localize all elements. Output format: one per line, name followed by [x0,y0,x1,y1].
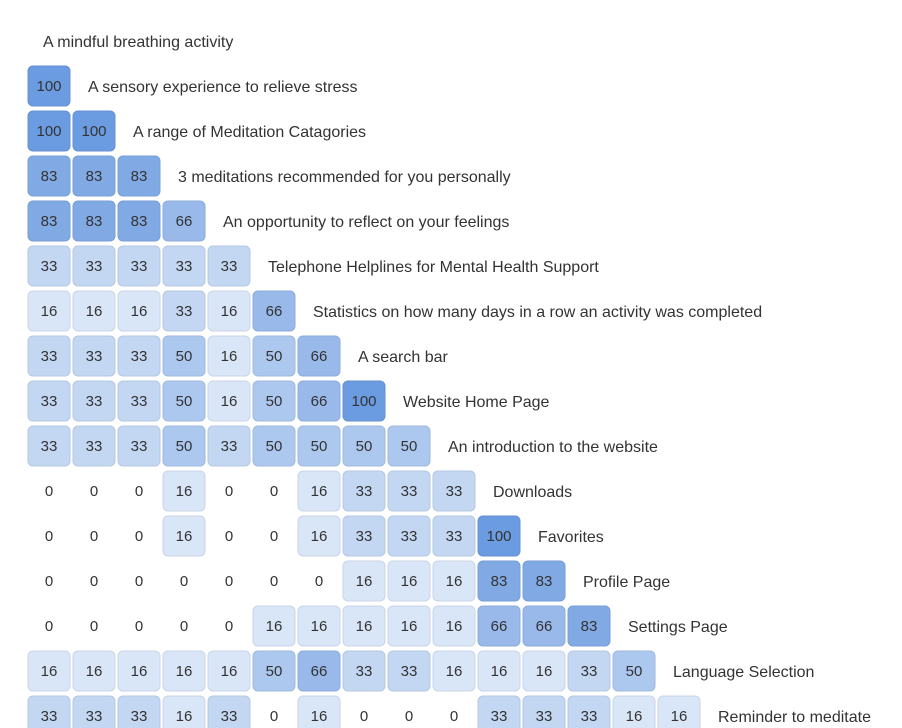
matrix-cell-value-r14-c12: 33 [580,663,598,680]
matrix-cell-value-r10-c3: 16 [175,483,193,500]
matrix-cell-value-r4-c3: 66 [175,213,193,230]
matrix-cell-value-r13-c4: 0 [224,618,234,635]
matrix-cell-value-r4-c2: 83 [130,213,148,230]
row-label-3: 3 meditations recommended for you personally [178,169,511,186]
matrix-cell-value-r10-c1: 0 [89,483,99,500]
matrix-cell-value-r8-c5: 50 [265,393,283,410]
matrix-cell-value-r5-c4: 33 [220,258,238,275]
matrix-cell-value-r4-c0: 83 [40,213,58,230]
matrix-cell-value-r13-c9: 16 [445,618,463,635]
matrix-cell-value-r15-c8: 0 [404,708,414,725]
matrix-cell-value-r6-c3: 33 [175,303,193,320]
row-label-10: Downloads [493,484,573,501]
matrix-cell-value-r14-c7: 33 [355,663,373,680]
matrix-cell-value-r12-c2: 0 [134,573,144,590]
matrix-cell-value-r7-c1: 33 [85,348,103,365]
matrix-cell-value-r12-c8: 16 [400,573,418,590]
matrix-cells [28,66,700,728]
matrix-cell-value-r14-c11: 16 [535,663,553,680]
matrix-cell-value-r11-c9: 33 [445,528,463,545]
matrix-cell-value-r7-c2: 33 [130,348,148,365]
matrix-cell-value-r9-c4: 33 [220,438,238,455]
matrix-cell-value-r6-c4: 16 [220,303,238,320]
matrix-cell-value-r3-c1: 83 [85,168,103,185]
row-label-12: Profile Page [583,574,671,591]
matrix-cell-value-r1-c0: 100 [36,78,62,95]
matrix-cell-value-r6-c0: 16 [40,303,58,320]
matrix-cell-value-r15-c6: 16 [310,708,328,725]
matrix-cell-value-r14-c4: 16 [220,663,238,680]
matrix-cell-value-r11-c6: 16 [310,528,328,545]
matrix-cell-value-r6-c1: 16 [85,303,103,320]
matrix-cell-value-r9-c0: 33 [40,438,58,455]
matrix-cell-value-r11-c3: 16 [175,528,193,545]
matrix-cell-value-r10-c5: 0 [269,483,279,500]
matrix-cell-value-r8-c3: 50 [175,393,193,410]
matrix-cell-value-r9-c6: 50 [310,438,328,455]
matrix-cell-value-r10-c0: 0 [44,483,54,500]
matrix-cell-value-r4-c1: 83 [85,213,103,230]
matrix-cell-value-r14-c3: 16 [175,663,193,680]
matrix-cell-value-r11-c5: 0 [269,528,279,545]
matrix-cell-value-r6-c5: 66 [265,303,283,320]
matrix-cell-value-r14-c10: 16 [490,663,508,680]
matrix-cell-value-r15-c11: 33 [535,708,553,725]
matrix-cell-value-r15-c2: 33 [130,708,148,725]
matrix-cell-value-r9-c2: 33 [130,438,148,455]
matrix-cell-value-r8-c7: 100 [351,393,377,410]
matrix-cell-value-r15-c0: 33 [40,708,58,725]
matrix-cell-value-r10-c9: 33 [445,483,463,500]
matrix-cell-value-r14-c13: 50 [625,663,643,680]
matrix-cell-value-r14-c1: 16 [85,663,103,680]
matrix-cell-value-r15-c1: 33 [85,708,103,725]
matrix-cell-value-r12-c0: 0 [44,573,54,590]
matrix-cell-value-r7-c5: 50 [265,348,283,365]
matrix-cell-value-r13-c12: 83 [580,618,598,635]
matrix-cell-value-r15-c5: 0 [269,708,279,725]
matrix-cell-value-r9-c8: 50 [400,438,418,455]
matrix-cell-value-r11-c7: 33 [355,528,373,545]
matrix-cell-value-r3-c2: 83 [130,168,148,185]
matrix-cell-value-r14-c9: 16 [445,663,463,680]
row-label-7: A search bar [358,349,448,366]
matrix-cell-value-r9-c7: 50 [355,438,373,455]
matrix-cell-value-r9-c1: 33 [85,438,103,455]
matrix-cell-value-r2-c1: 100 [81,123,107,140]
matrix-cell-value-r12-c11: 83 [535,573,553,590]
matrix-cell-value-r11-c10: 100 [486,528,512,545]
row-label-15: Reminder to meditate [718,709,871,726]
matrix-cell-value-r8-c0: 33 [40,393,58,410]
matrix-cell-value-r10-c2: 0 [134,483,144,500]
matrix-cell-value-r12-c5: 0 [269,573,279,590]
row-label-1: A sensory experience to relieve stress [88,79,358,96]
matrix-cell-value-r10-c4: 0 [224,483,234,500]
row-label-14: Language Selection [673,664,815,681]
row-label-5: Telephone Helplines for Mental Health Support [268,259,599,276]
matrix-cell-value-r13-c8: 16 [400,618,418,635]
matrix-cell-value-r6-c2: 16 [130,303,148,320]
matrix-cell-value-r13-c2: 0 [134,618,144,635]
matrix-cell-value-r5-c0: 33 [40,258,58,275]
matrix-cell-value-r13-c3: 0 [179,618,189,635]
matrix-cell-value-r15-c3: 16 [175,708,193,725]
row-label-6: Statistics on how many days in a row an activity was completed [313,304,763,321]
matrix-cell-value-r14-c6: 66 [310,663,328,680]
matrix-cell-value-r14-c0: 16 [40,663,58,680]
matrix-cell-value-r11-c2: 0 [134,528,144,545]
matrix-cell-value-r11-c0: 0 [44,528,54,545]
row-label-2: A range of Meditation Catagories [133,124,367,141]
matrix-cell-value-r8-c4: 16 [220,393,238,410]
matrix-cell-value-r7-c0: 33 [40,348,58,365]
matrix-cell-value-r7-c4: 16 [220,348,238,365]
matrix-cell-value-r12-c6: 0 [314,573,324,590]
matrix-cell-value-r12-c4: 0 [224,573,234,590]
row-label-8: Website Home Page [403,394,550,411]
matrix-cell-value-r9-c5: 50 [265,438,283,455]
matrix-cell-value-r11-c4: 0 [224,528,234,545]
matrix-cell-value-r7-c6: 66 [310,348,328,365]
matrix-cell-value-r12-c7: 16 [355,573,373,590]
matrix-cell-value-r13-c1: 0 [89,618,99,635]
matrix-cell-value-r14-c5: 50 [265,663,283,680]
row-label-4: An opportunity to reflect on your feelings [223,214,510,231]
matrix-cell-value-r12-c10: 83 [490,573,508,590]
matrix-cell-value-r10-c8: 33 [400,483,418,500]
matrix-cell-value-r13-c5: 16 [265,618,283,635]
matrix-cell-value-r10-c6: 16 [310,483,328,500]
matrix-cell-value-r13-c10: 66 [490,618,508,635]
matrix-cell-value-r15-c10: 33 [490,708,508,725]
matrix-cell-value-r3-c0: 83 [40,168,58,185]
matrix-cell-value-r11-c8: 33 [400,528,418,545]
matrix-cell-value-r15-c12: 33 [580,708,598,725]
row-label-11: Favorites [538,529,604,546]
row-label-9: An introduction to the website [448,439,658,456]
matrix-cell-value-r15-c9: 0 [449,708,459,725]
matrix-cell-value-r15-c7: 0 [359,708,369,725]
matrix-cell-value-r15-c14: 16 [670,708,688,725]
matrix-cell-value-r13-c0: 0 [44,618,54,635]
matrix-cell-value-r13-c6: 16 [310,618,328,635]
matrix-cell-value-r12-c9: 16 [445,573,463,590]
matrix-cell-value-r8-c6: 66 [310,393,328,410]
matrix-cell-value-r5-c3: 33 [175,258,193,275]
matrix-cell-value-r9-c3: 50 [175,438,193,455]
matrix-cell-value-r2-c0: 100 [36,123,62,140]
matrix-cell-value-r13-c11: 66 [535,618,553,635]
matrix-cell-value-r5-c1: 33 [85,258,103,275]
matrix-cell-value-r15-c4: 33 [220,708,238,725]
matrix-cell-value-r7-c3: 50 [175,348,193,365]
row-label-13: Settings Page [628,619,728,636]
matrix-cell-value-r12-c1: 0 [89,573,99,590]
matrix-cell-value-r14-c2: 16 [130,663,148,680]
row-label-0: A mindful breathing activity [43,34,234,51]
matrix-cell-value-r13-c7: 16 [355,618,373,635]
matrix-cell-value-r14-c8: 33 [400,663,418,680]
matrix-cell-value-r10-c7: 33 [355,483,373,500]
matrix-cell-value-r11-c1: 0 [89,528,99,545]
matrix-cell-value-r5-c2: 33 [130,258,148,275]
matrix-cell-value-r8-c1: 33 [85,393,103,410]
matrix-cell-value-r15-c13: 16 [625,708,643,725]
matrix-cell-value-r8-c2: 33 [130,393,148,410]
matrix-cell-value-r12-c3: 0 [179,573,189,590]
